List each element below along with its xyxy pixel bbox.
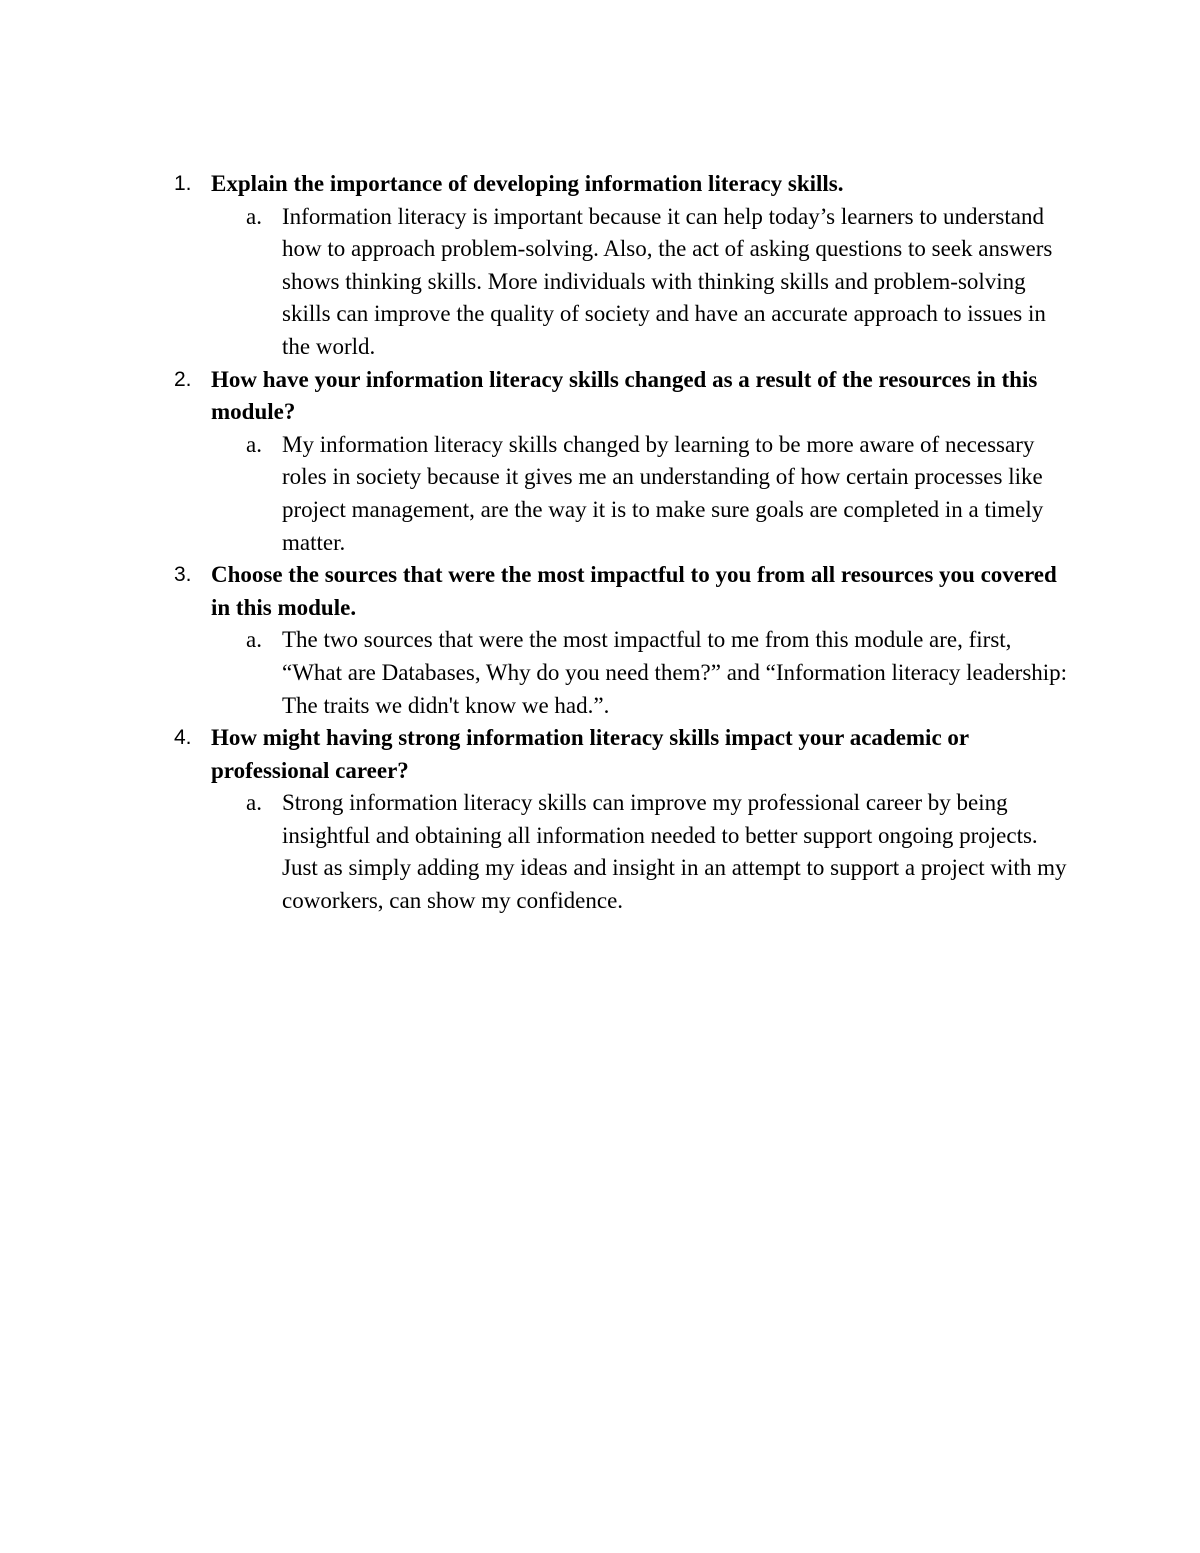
question-text: Explain the importance of developing information literacy skills. [211,171,844,196]
question-number: 4. [174,726,192,750]
question-number: 1. [174,172,192,195]
question-row [174,559,1074,624]
answer-letter: a. [246,431,262,457]
question-number: 2. [174,367,192,391]
answer-text: The two sources that were the most impactful to me from this module are, first, “What are Databases, Why do you need them?” and “Information literacy leadership: The traits we didn't know we had.”. [282,627,1068,718]
question-text: Choose the sources that were the most impactful to you from all resources you covered in this module. [211,562,1057,620]
question-row [174,364,1074,429]
answer-row [174,624,1074,722]
question-row [174,722,1074,787]
question-list [174,168,1074,918]
answer-text: My information literacy skills changed by learning to be more aware of necessary roles in society because it gives me an understanding of how certain processes like project management, are the way it is to make sure goals are completed in a timely matter. [282,431,1044,555]
question-number: 3. [174,563,192,587]
answer-text: Strong information literacy skills can improve my professional career by being insightful and obtaining all information needed to better support ongoing projects. Just as simply adding my ideas and insight in an attempt to support a project with my coworkers, can show my confidence. [282,790,1067,914]
question-text: How have your information literacy skills changed as a result of the resources in this module? [211,366,1038,425]
question-row [174,168,1074,201]
list-item [174,559,1074,722]
answer-row [174,787,1074,917]
question-text: How might having strong information literacy skills impact your academic or professional career? [211,725,969,783]
answer-text: Information literacy is important because it can help today’s learners to understand how to approach problem-solving. Also, the act of asking questions to seek answers shows thinking skills. More individuals with thinking skills and problem-solving skills can improve the quality of society and have an accurate approach to issues in the world. [282,203,1053,359]
answer-letter: a. [246,790,262,816]
answer-letter: a. [246,627,262,653]
answer-row [174,429,1074,559]
list-item [174,364,1074,560]
answer-row [174,201,1074,364]
answer-letter: a. [246,203,262,229]
list-item [174,722,1074,918]
list-item [174,168,1074,364]
